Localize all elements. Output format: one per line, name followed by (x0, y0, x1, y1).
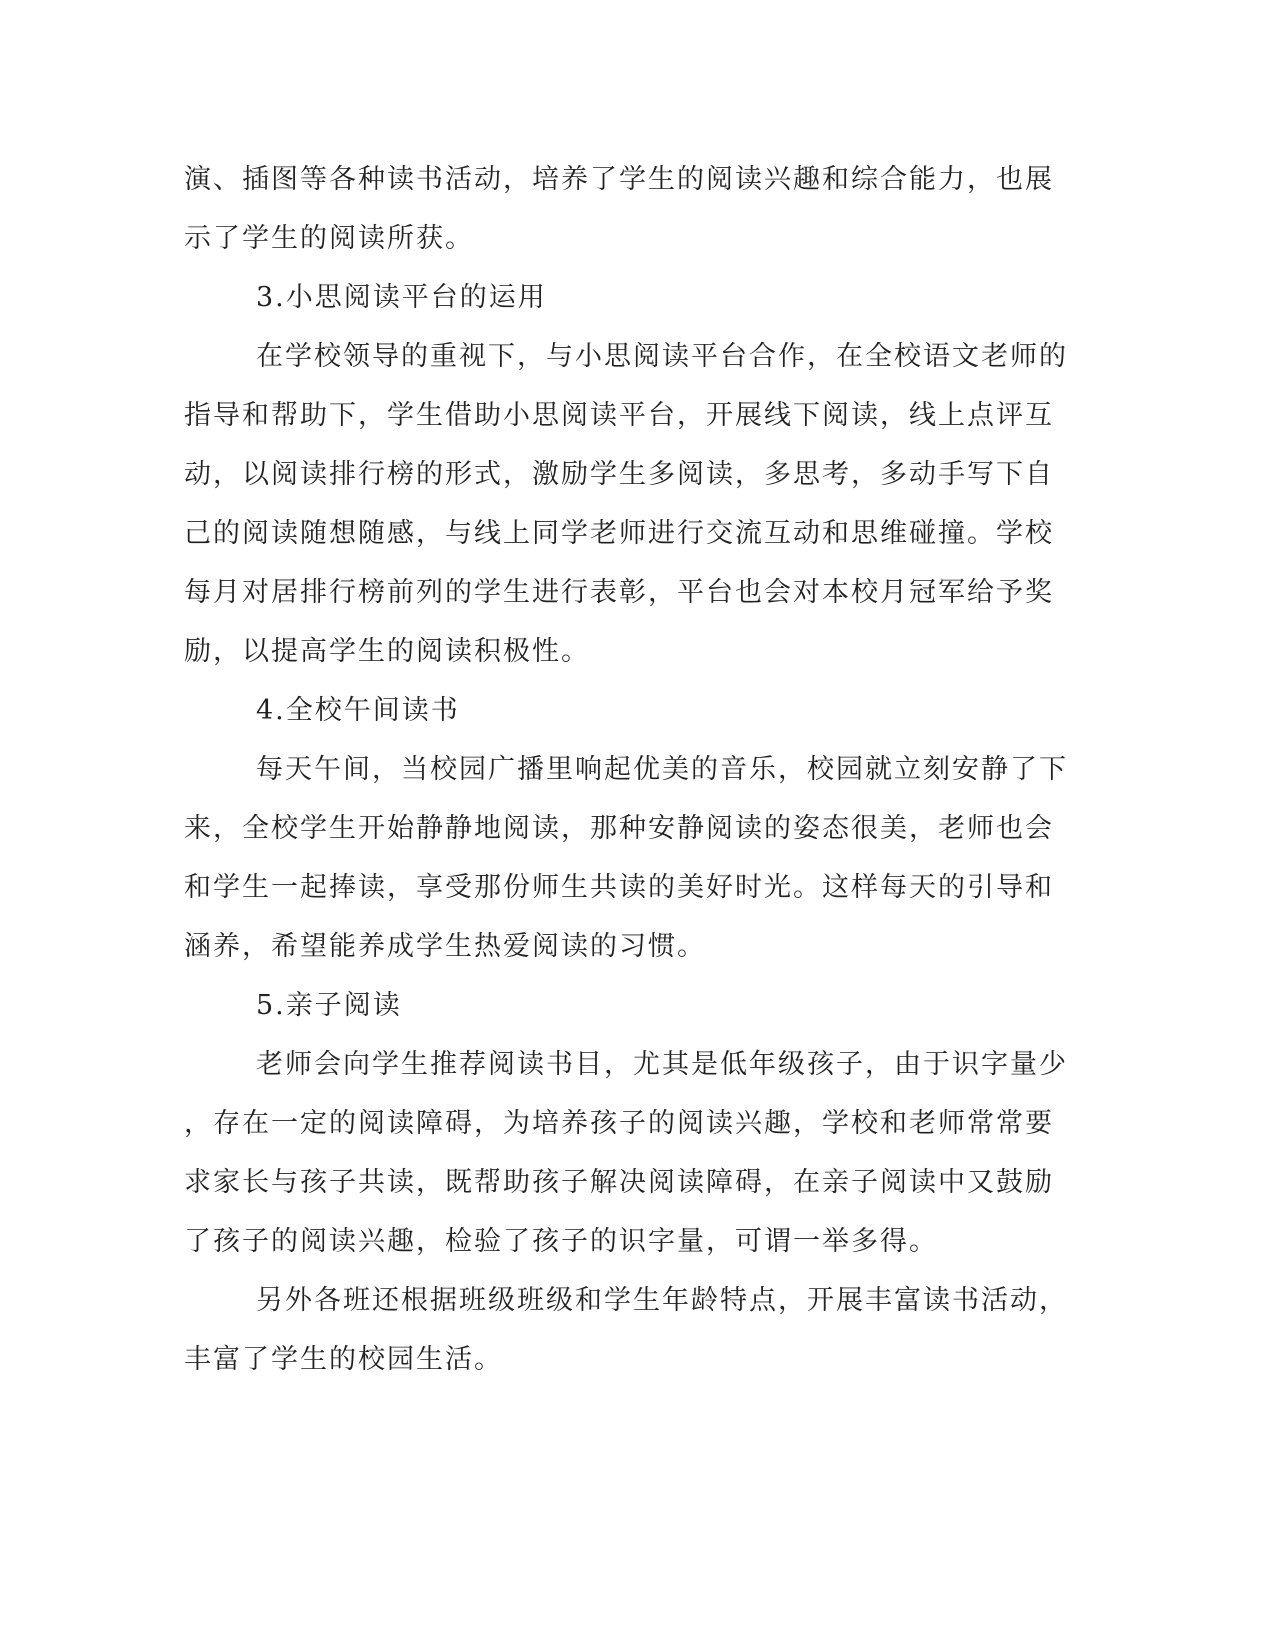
paragraph-line: 每月对居排行榜前列的学生进行表彰，平台也会对本校月冠军给予奖 (184, 577, 1054, 608)
paragraph-line: 励，以提高学生的阅读积极性。 (184, 636, 590, 667)
paragraph-line: 每天午间，当校园广播里响起优美的音乐，校园就立刻安静了下 (256, 754, 1068, 785)
paragraph-line: 和学生一起捧读，享受那份师生共读的美好时光。这样每天的引导和 (184, 872, 1054, 903)
paragraph-line: 指导和帮助下，学生借助小思阅读平台，开展线下阅读，线上点评互 (184, 400, 1054, 431)
section-heading: 4.全校午间读书 (256, 695, 460, 726)
paragraph-line: 来，全校学生开始静静地阅读，那种安静阅读的姿态很美，老师也会 (184, 813, 1054, 844)
paragraph-line: ，存在一定的阅读障碍，为培养孩子的阅读兴趣，学校和老师常常要 (184, 1108, 1054, 1139)
section-heading: 5.亲子阅读 (256, 990, 402, 1021)
paragraph-line: 在学校领导的重视下，与小思阅读平台合作，在全校语文老师的 (256, 341, 1068, 372)
paragraph-line: 己的阅读随想随感，与线上同学老师进行交流互动和思维碰撞。学校 (184, 518, 1054, 549)
paragraph-line: 动，以阅读排行榜的形式，激励学生多阅读，多思考，多动手写下自 (184, 459, 1054, 490)
paragraph-line: 涵养，希望能养成学生热爱阅读的习惯。 (184, 931, 706, 962)
paragraph-line: 演、插图等各种读书活动，培养了学生的阅读兴趣和综合能力，也展 (184, 164, 1054, 195)
paragraph-line: 丰富了学生的校园生活。 (184, 1344, 503, 1375)
paragraph-line: 老师会向学生推荐阅读书目，尤其是低年级孩子，由于识字量少 (256, 1049, 1068, 1080)
section-heading: 3.小思阅读平台的运用 (256, 282, 547, 313)
paragraph-line: 示了学生的阅读所获。 (184, 223, 474, 254)
paragraph-line: 了孩子的阅读兴趣，检验了孩子的识字量，可谓一举多得。 (184, 1226, 938, 1257)
paragraph-line: 求家长与孩子共读，既帮助孩子解决阅读障碍，在亲子阅读中又鼓励 (184, 1167, 1054, 1198)
paragraph-line: 另外各班还根据班级班级和学生年龄特点，开展丰富读书活动， (256, 1285, 1068, 1316)
